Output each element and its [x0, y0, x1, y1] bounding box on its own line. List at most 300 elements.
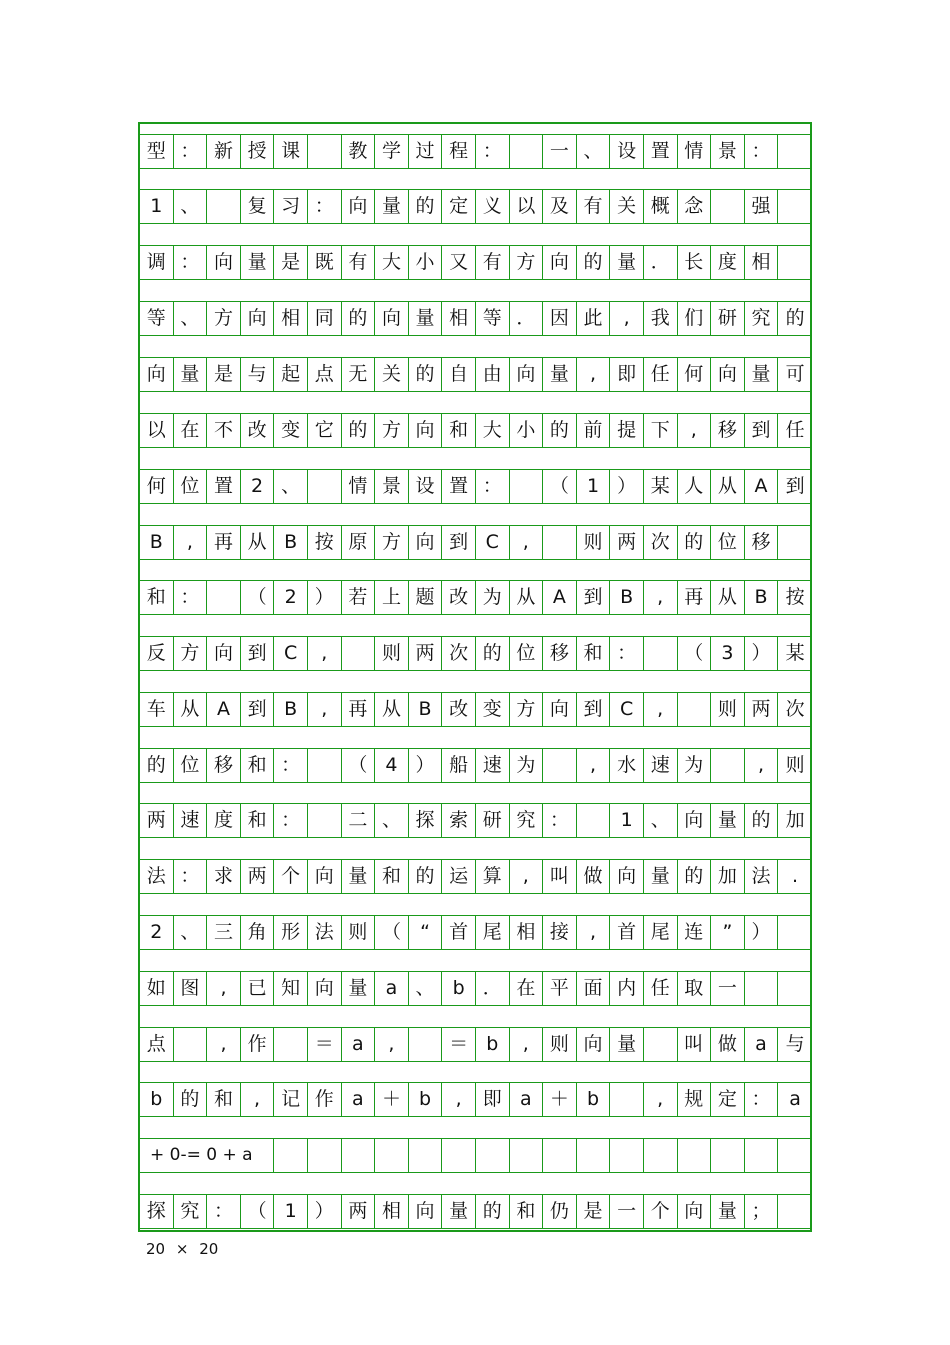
grid-cell: C	[476, 525, 510, 560]
grid-cell: 的	[476, 1194, 510, 1229]
grid-cell: 规	[678, 1082, 712, 1117]
grid-cell: 我	[644, 301, 678, 336]
grid-cell	[678, 692, 712, 727]
grid-cell: ,	[610, 301, 644, 336]
grid-cell	[745, 971, 779, 1006]
grid-cell: 向	[409, 1194, 443, 1229]
grid-cell: ：	[174, 245, 208, 280]
grid-cell: 上	[375, 580, 409, 615]
grid-cell	[543, 748, 577, 783]
grid-cell: 程	[442, 134, 476, 169]
grid-rows: 20	[199, 1240, 219, 1258]
grid-cell: b	[140, 1082, 174, 1117]
grid-cell: 过	[409, 134, 443, 169]
grid-cell: 点	[140, 1027, 174, 1062]
grid-cell: 大	[375, 245, 409, 280]
grid-cell: （	[678, 636, 712, 671]
grid-cell: 向	[543, 245, 577, 280]
grid-cell: 题	[409, 580, 443, 615]
grid-cell: 它	[308, 413, 342, 448]
grid-cell: ,	[510, 525, 544, 560]
grid-cell	[778, 971, 812, 1006]
grid-cell: 复	[241, 189, 275, 224]
grid-cell: 点	[308, 357, 342, 392]
grid-cell: 强	[745, 189, 779, 224]
grid-cell: 移	[543, 636, 577, 671]
grid-cell: 向	[207, 245, 241, 280]
grid-cell: 角	[241, 915, 275, 950]
grid-cell: 、	[174, 301, 208, 336]
grid-cell: 从	[711, 469, 745, 504]
grid-cell	[207, 580, 241, 615]
grid-cell	[510, 469, 544, 504]
grid-cell: 作	[241, 1027, 275, 1062]
grid-cell: ：	[308, 189, 342, 224]
grid-cell: 下	[644, 413, 678, 448]
grid-cell: 有	[577, 189, 611, 224]
grid-cell: ,	[308, 692, 342, 727]
grid-row	[140, 1027, 812, 1062]
grid-row	[140, 134, 812, 169]
grid-cell: ：	[745, 134, 779, 169]
grid-cell: b	[409, 1082, 443, 1117]
grid-cell: 两	[610, 525, 644, 560]
grid-cell: 的	[543, 413, 577, 448]
grid-cell: 若	[342, 580, 376, 615]
grid-cell	[308, 803, 342, 838]
grid-cell: 此	[577, 301, 611, 336]
grid-cell: 和	[375, 859, 409, 894]
grid-cell: ：	[174, 134, 208, 169]
grid-cell: 和	[577, 636, 611, 671]
grid-cell: 向	[610, 859, 644, 894]
grid-cell: 向	[241, 301, 275, 336]
grid-cell: 2	[241, 469, 275, 504]
grid-cell: 求	[207, 859, 241, 894]
grid-cell: ,	[510, 1027, 544, 1062]
grid-cell: 二	[342, 803, 376, 838]
grid-cell: 向	[543, 692, 577, 727]
grid-cell: 连	[678, 915, 712, 950]
grid-cell: 、	[644, 803, 678, 838]
grid-cell: 一	[543, 134, 577, 169]
grid-cell	[577, 803, 611, 838]
grid-cell	[442, 1138, 476, 1173]
grid-cell: ,	[577, 748, 611, 783]
grid-cell	[375, 1138, 409, 1173]
grid-cell: ：	[274, 803, 308, 838]
grid-cell: 研	[476, 803, 510, 838]
grid-cell: 量	[409, 301, 443, 336]
grid-cell: 无	[342, 357, 376, 392]
grid-cell: 、	[174, 915, 208, 950]
grid-cell	[778, 245, 812, 280]
grid-cell: 向	[678, 803, 712, 838]
grid-cell: ）	[610, 469, 644, 504]
grid-cell: 又	[442, 245, 476, 280]
grid-cell: 和	[442, 413, 476, 448]
grid-cell: （	[241, 580, 275, 615]
grid-cell	[778, 1194, 812, 1229]
grid-row	[140, 1194, 812, 1229]
grid-cell	[610, 1082, 644, 1117]
grid-cell: ：	[174, 580, 208, 615]
grid-cell: 2	[274, 580, 308, 615]
grid-cell: 量	[711, 803, 745, 838]
grid-cell: 到	[241, 636, 275, 671]
grid-cell: 尾	[476, 915, 510, 950]
grid-cell: 船	[442, 748, 476, 783]
grid-cell: 前	[577, 413, 611, 448]
grid-cell: ,	[577, 915, 611, 950]
grid-cell	[274, 1027, 308, 1062]
grid-cell: a	[510, 1082, 544, 1117]
grid-cell	[476, 1138, 510, 1173]
grid-cell: ,	[678, 413, 712, 448]
grid-cell: 1	[610, 803, 644, 838]
grid-cell: （	[342, 748, 376, 783]
grid-cell: 量	[174, 357, 208, 392]
grid-cell: 和	[207, 1082, 241, 1117]
grid-cell	[510, 1138, 544, 1173]
grid-cell: a	[778, 1082, 812, 1117]
grid-cell: 方	[174, 636, 208, 671]
grid-cell	[678, 1138, 712, 1173]
grid-cell	[510, 134, 544, 169]
grid-cell: 小	[510, 413, 544, 448]
grid-cell: “	[409, 915, 443, 950]
grid-cell: a	[342, 1082, 376, 1117]
grid-cell: 度	[711, 245, 745, 280]
grid-cell: 量	[610, 1027, 644, 1062]
grid-cell: 概	[644, 189, 678, 224]
grid-cell	[610, 1138, 644, 1173]
grid-cell: 度	[207, 803, 241, 838]
grid-row	[140, 357, 812, 392]
grid-cell: 改	[241, 413, 275, 448]
grid-cell: 相	[745, 245, 779, 280]
grid-cell	[342, 1138, 376, 1173]
grid-cell: 的	[778, 301, 812, 336]
grid-cell	[207, 189, 241, 224]
grid-cell: 改	[442, 692, 476, 727]
grid-cell: 调	[140, 245, 174, 280]
grid-cell: 景	[375, 469, 409, 504]
grid-cell: 情	[678, 134, 712, 169]
grid-cell	[174, 1027, 208, 1062]
grid-row	[140, 580, 812, 615]
grid-cell: 和	[241, 748, 275, 783]
grid-cell: 的	[409, 859, 443, 894]
grid-cell	[644, 1027, 678, 1062]
grid-cell: ,	[577, 357, 611, 392]
grid-row	[140, 971, 812, 1006]
grid-cell	[308, 748, 342, 783]
grid-cell: 等	[140, 301, 174, 336]
grid-row	[140, 636, 812, 671]
grid-cell: 按	[308, 525, 342, 560]
grid-cell: + 0-= 0 + a	[140, 1138, 274, 1173]
grid-row	[140, 301, 812, 336]
grid-row	[140, 469, 812, 504]
grid-cell: 置	[207, 469, 241, 504]
grid-cell: 变	[476, 692, 510, 727]
grid-cell: 提	[610, 413, 644, 448]
grid-cell: 2	[140, 915, 174, 950]
grid-cell: 向	[342, 189, 376, 224]
grid-cell: 两	[342, 1194, 376, 1229]
grid-cell: ＝	[442, 1027, 476, 1062]
grid-cell: a	[745, 1027, 779, 1062]
grid-cell: 方	[510, 692, 544, 727]
grid-cell: 的	[678, 525, 712, 560]
grid-cell: 及	[543, 189, 577, 224]
grid-cell: b	[476, 1027, 510, 1062]
grid-cell: 和	[510, 1194, 544, 1229]
grid-cell: 量	[610, 245, 644, 280]
grid-row	[140, 803, 812, 838]
grid-cell: 则	[543, 1027, 577, 1062]
grid-cell: ,	[207, 1027, 241, 1062]
grid-cell: 大	[476, 413, 510, 448]
grid-cell: 关	[375, 357, 409, 392]
grid-cell: 一	[711, 971, 745, 1006]
grid-cell: ）	[745, 915, 779, 950]
grid-cell	[409, 1027, 443, 1062]
grid-cell: 置	[442, 469, 476, 504]
grid-cell: ）	[308, 1194, 342, 1229]
grid-cell: 首	[610, 915, 644, 950]
grid-cell: 量	[241, 245, 275, 280]
grid-cell: 是	[577, 1194, 611, 1229]
grid-cell: 置	[644, 134, 678, 169]
grid-cell: ：	[745, 1082, 779, 1117]
grid-cell: ,	[745, 748, 779, 783]
grid-cell: 的	[140, 748, 174, 783]
grid-cell: 速	[174, 803, 208, 838]
grid-cell: 在	[510, 971, 544, 1006]
grid-cell: 任	[644, 971, 678, 1006]
grid-cell: 从	[510, 580, 544, 615]
grid-cell: 因	[543, 301, 577, 336]
grid-cell	[308, 1138, 342, 1173]
grid-cell: 按	[778, 580, 812, 615]
grid-cell	[409, 1138, 443, 1173]
grid-cell: 究	[174, 1194, 208, 1229]
grid-cell: 尾	[644, 915, 678, 950]
grid-cell: 向	[678, 1194, 712, 1229]
grid-row	[140, 915, 812, 950]
grid-cell: 定	[442, 189, 476, 224]
grid-cell: 1	[140, 189, 174, 224]
grid-cell: 究	[510, 803, 544, 838]
grid-cell: ：	[174, 859, 208, 894]
grid-cell: B	[745, 580, 779, 615]
grid-cell: 学	[375, 134, 409, 169]
grid-cell	[778, 525, 812, 560]
grid-cell: 做	[577, 859, 611, 894]
grid-cell: 可	[778, 357, 812, 392]
grid-cell: 次	[778, 692, 812, 727]
grid-cell: 到	[778, 469, 812, 504]
grid-cell: 移	[745, 525, 779, 560]
grid-cell: ”	[711, 915, 745, 950]
grid-cell: 向	[577, 1027, 611, 1062]
grid-cell	[543, 525, 577, 560]
grid-cell: 1	[274, 1194, 308, 1229]
grid-size-label	[146, 1240, 218, 1258]
grid-cell: 从	[375, 692, 409, 727]
grid-cell: 3	[711, 636, 745, 671]
grid-cell: 1	[577, 469, 611, 504]
grid-cell: ：	[207, 1194, 241, 1229]
grid-cell: B	[409, 692, 443, 727]
grid-cell: b	[577, 1082, 611, 1117]
grid-cell: 与	[778, 1027, 812, 1062]
grid-cell: ,	[375, 1027, 409, 1062]
grid-cell: ,	[644, 1082, 678, 1117]
grid-cell: ）	[745, 636, 779, 671]
grid-cell: 向	[711, 357, 745, 392]
grid-cell: 向	[140, 357, 174, 392]
grid-cell: 量	[745, 357, 779, 392]
grid-cell: 移	[711, 413, 745, 448]
grid-cell: 法	[140, 859, 174, 894]
grid-cell: 何	[678, 357, 712, 392]
times-sign: ×	[175, 1240, 189, 1258]
grid-cell: 不	[207, 413, 241, 448]
grid-cell: ,	[510, 859, 544, 894]
grid-cell: 的	[174, 1082, 208, 1117]
grid-cell: 首	[442, 915, 476, 950]
grid-cell: 4	[375, 748, 409, 783]
grid-cell: 的	[409, 189, 443, 224]
grid-cell	[778, 915, 812, 950]
grid-cell: 研	[711, 301, 745, 336]
grid-cell: 变	[274, 413, 308, 448]
grid-cell: 在	[174, 413, 208, 448]
grid-row	[140, 525, 812, 560]
grid-cell: 次	[442, 636, 476, 671]
grid-cell: 由	[476, 357, 510, 392]
grid-cell: 情	[342, 469, 376, 504]
grid-cell: 车	[140, 692, 174, 727]
grid-cell: 个	[274, 859, 308, 894]
grid-cell: ：	[476, 134, 510, 169]
grid-cell: 位	[174, 469, 208, 504]
grid-cell: 图	[174, 971, 208, 1006]
grid-cell: 某	[778, 636, 812, 671]
grid-cell: （	[375, 915, 409, 950]
grid-cell	[644, 636, 678, 671]
grid-cell: 加	[711, 859, 745, 894]
grid-cell: 速	[644, 748, 678, 783]
grid-cell: 、	[274, 469, 308, 504]
grid-cell: 量	[711, 1194, 745, 1229]
grid-cell	[308, 469, 342, 504]
grid-cell: .	[778, 859, 812, 894]
grid-cell: 的	[678, 859, 712, 894]
grid-cell: 改	[442, 580, 476, 615]
grid-cell: ,	[241, 1082, 275, 1117]
grid-cell: 量	[543, 357, 577, 392]
grid-cell: 、	[375, 803, 409, 838]
grid-cell	[308, 134, 342, 169]
grid-cell: 为	[476, 580, 510, 615]
grid-cell: ：	[610, 636, 644, 671]
grid-cell: 则	[577, 525, 611, 560]
grid-cell: 记	[274, 1082, 308, 1117]
grid-cell: 到	[745, 413, 779, 448]
grid-cell: 念	[678, 189, 712, 224]
grid-row	[140, 859, 812, 894]
grid-cell: 起	[274, 357, 308, 392]
grid-cell: 到	[241, 692, 275, 727]
grid-cell: 、	[577, 134, 611, 169]
grid-cell: 两	[241, 859, 275, 894]
grid-cell: 面	[577, 971, 611, 1006]
grid-cell: 的	[342, 301, 376, 336]
grid-cell: 向	[375, 301, 409, 336]
grid-cell: 自	[442, 357, 476, 392]
grid-cell: 法	[745, 859, 779, 894]
grid-row	[140, 189, 812, 224]
grid-cell: 法	[308, 915, 342, 950]
grid-cell	[644, 1138, 678, 1173]
grid-cell: 位	[711, 525, 745, 560]
grid-cell: B	[140, 525, 174, 560]
grid-cell: B	[274, 525, 308, 560]
grid-cell: 叫	[678, 1027, 712, 1062]
grid-cell: 形	[274, 915, 308, 950]
grid-columns: 20	[146, 1240, 166, 1258]
grid-cell: B	[610, 580, 644, 615]
grid-cell: ．	[476, 971, 510, 1006]
grid-cell: 做	[711, 1027, 745, 1062]
grid-cell: 再	[678, 580, 712, 615]
grid-cell: 平	[543, 971, 577, 1006]
grid-cell: 是	[274, 245, 308, 280]
grid-cell	[778, 189, 812, 224]
grid-cell	[745, 1138, 779, 1173]
grid-cell	[711, 189, 745, 224]
grid-cell: ,	[442, 1082, 476, 1117]
grid-cell: 探	[409, 803, 443, 838]
grid-cell: 授	[241, 134, 275, 169]
grid-cell: 仍	[543, 1194, 577, 1229]
grid-cell: 叫	[543, 859, 577, 894]
grid-cell: 向	[308, 971, 342, 1006]
grid-cell: 是	[207, 357, 241, 392]
grid-cell: ：	[543, 803, 577, 838]
grid-cell: 设	[610, 134, 644, 169]
grid-cell: 相	[375, 1194, 409, 1229]
grid-cell: b	[442, 971, 476, 1006]
grid-cell	[577, 1138, 611, 1173]
grid-cell: 两	[745, 692, 779, 727]
grid-cell: 索	[442, 803, 476, 838]
grid-cell: 相	[274, 301, 308, 336]
grid-cell: C	[610, 692, 644, 727]
grid-cell: 取	[678, 971, 712, 1006]
grid-cell: 向	[409, 525, 443, 560]
grid-cell: 习	[274, 189, 308, 224]
grid-cell: 向	[510, 357, 544, 392]
grid-cell: 为	[678, 748, 712, 783]
grid-cell: 等	[476, 301, 510, 336]
grid-cell: 探	[140, 1194, 174, 1229]
grid-cell: 和	[241, 803, 275, 838]
